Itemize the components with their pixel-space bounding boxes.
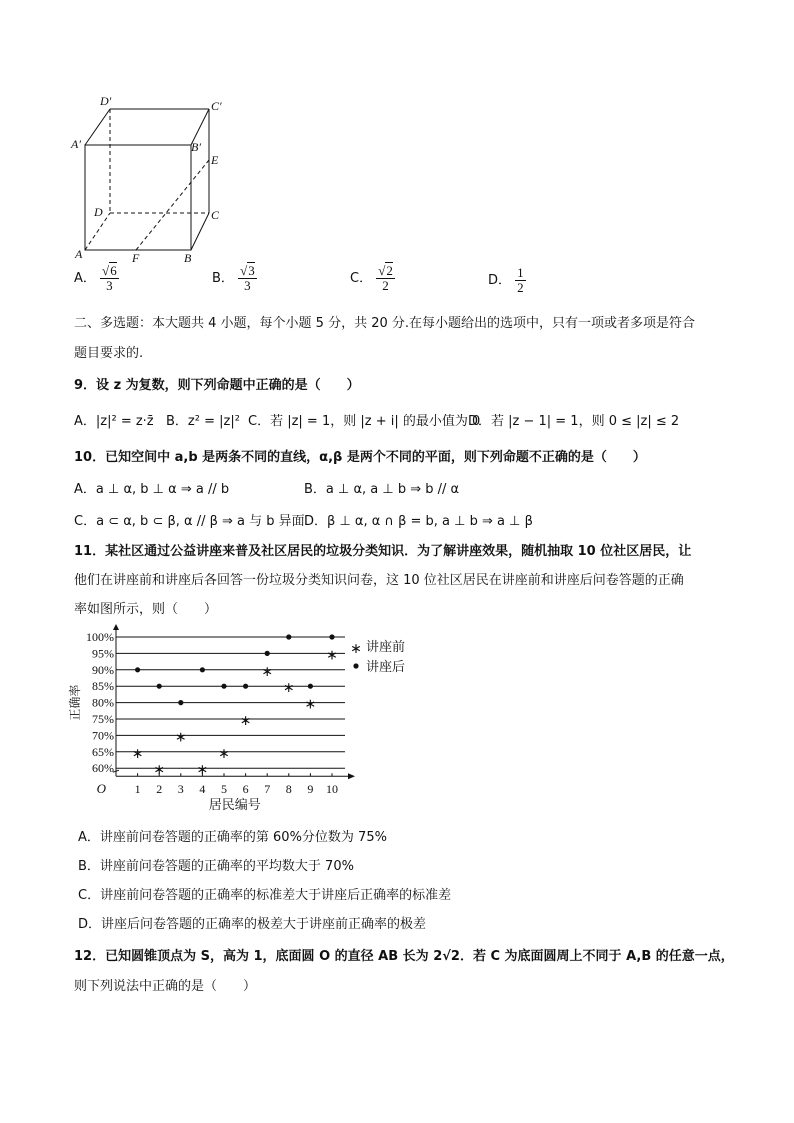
point-after-6 — [243, 684, 248, 689]
q10-option-c[interactable]: C．a ⊂ α, b ⊂ β, α // β ⇒ a 与 b 异面 — [74, 514, 305, 529]
q11-option-a[interactable]: A．讲座前问卷答题的正确率的第 60%分位数为 75% — [78, 830, 387, 845]
label-b: B — [184, 251, 192, 264]
x-tick-label: 9 — [307, 782, 314, 797]
x-tick-label: 3 — [177, 782, 184, 797]
q11-option-b[interactable]: B．讲座前问卷答题的正确率的平均数大于 70% — [78, 859, 354, 874]
q11-option-c[interactable]: C．讲座前问卷答题的正确率的标准差大于讲座后正确率的标准差 — [78, 888, 452, 903]
q10-option-a[interactable]: A．a ⊥ α, b ⊥ α ⇒ a // b — [74, 482, 230, 497]
x-tick-label: 7 — [264, 782, 271, 797]
point-before-10: ∗ — [326, 648, 338, 664]
section2-line2: 题目要求的. — [74, 346, 144, 361]
point-before-5: ∗ — [218, 746, 230, 762]
point-before-3: ∗ — [174, 730, 187, 746]
y-tick-label: 60% — [92, 761, 114, 776]
q12-line2: 则下列说法中正确的是（ ） — [74, 979, 257, 994]
point-after-10 — [329, 634, 334, 639]
q9-option-b[interactable]: B．z² = |z|² — [166, 414, 240, 429]
label-a-prime: A′ — [71, 137, 81, 151]
label-d: D — [94, 205, 103, 219]
point-before-2: ∗ — [153, 763, 166, 779]
label-e: E — [211, 153, 219, 167]
q8-option-a[interactable]: A． $\frac{√6}{3}$ — [74, 263, 117, 293]
q9-stem: 9．设 z 为复数，则下列命题中正确的是（ ） — [74, 378, 360, 393]
y-axis-arrow — [113, 624, 119, 630]
label-f: F — [132, 251, 140, 264]
point-before-1: ∗ — [131, 746, 144, 762]
q8-option-c[interactable]: C． $\frac{√2}{2}$ — [350, 263, 393, 293]
q8-option-d[interactable]: D． $\frac{1}{2}$ — [488, 265, 524, 295]
point-after-2 — [157, 684, 162, 689]
q11-option-d[interactable]: D．讲座后问卷答题的正确率的极差大于讲座前正确率的极差 — [78, 917, 427, 932]
point-after-4 — [200, 667, 205, 672]
q9-option-c[interactable]: C．若 |z| = 1，则 |z + i| 的最小值为 0 — [248, 414, 481, 429]
label-a: A — [75, 247, 83, 261]
point-before-9: ∗ — [304, 697, 317, 713]
origin-label: O — [96, 781, 106, 797]
y-tick-label: 85% — [92, 679, 114, 694]
accuracy-chart — [68, 624, 428, 820]
point-before-4: ∗ — [196, 763, 209, 779]
q9-option-a[interactable]: A．|z|² = z·z̄ — [74, 414, 154, 429]
y-tick-label: 80% — [92, 695, 114, 710]
point-before-6: ∗ — [239, 714, 252, 729]
y-tick-label: 95% — [92, 646, 114, 661]
y-tick-label: 70% — [92, 728, 114, 743]
point-before-8: ∗ — [282, 681, 295, 697]
legend-marker-before: ∗ — [350, 642, 362, 657]
point-after-9 — [308, 684, 313, 689]
point-before-7: ∗ — [261, 664, 274, 680]
point-after-1 — [135, 667, 140, 672]
point-after-7 — [265, 651, 270, 656]
q11-line2: 他们在讲座前和讲座后各回答一份垃圾分类知识问卷，这 10 位社区居民在讲座前和讲座后问卷答题的正确 — [74, 573, 684, 588]
x-tick-label: 8 — [285, 782, 292, 797]
q11-line3: 率如图所示，则（ ） — [74, 602, 218, 617]
y-axis-title: 正确率 — [68, 684, 82, 721]
label-b-prime: B′ — [191, 140, 201, 154]
x-tick-label: 6 — [242, 782, 249, 797]
legend-label-before: 讲座前 — [366, 639, 406, 654]
q11-line1: 11．某社区通过公益讲座来普及社区居民的垃圾分类知识．为了解讲座效果，随机抽取 10 位社区居民，让 — [74, 544, 692, 559]
q12-line1: 12．已知圆锥顶点为 S，高为 1，底面圆 O 的直径 AB 长为 2√2．若 C 为底面圆周上不同于 A,B 的任意一点， — [74, 949, 734, 964]
q9-option-d[interactable]: D．若 |z − 1| = 1，则 0 ≤ |z| ≤ 2 — [468, 414, 680, 429]
y-tick-label: 100% — [86, 630, 114, 644]
q10-option-d[interactable]: D．β ⊥ α, α ∩ β = b, a ⊥ b ⇒ a ⊥ β — [304, 514, 533, 529]
q10-option-b[interactable]: B．a ⊥ α, a ⊥ b ⇒ b // α — [304, 482, 460, 497]
point-after-3 — [178, 700, 183, 705]
legend-label-after: 讲座后 — [366, 659, 406, 674]
x-tick-label: 10 — [326, 782, 338, 797]
q8-option-b[interactable]: B． $\frac{√3}{3}$ — [212, 263, 255, 293]
x-axis-title: 居民编号 — [208, 797, 261, 813]
point-after-5 — [221, 684, 226, 689]
label-d-prime: D′ — [100, 94, 112, 108]
label-c-prime: C′ — [211, 99, 222, 113]
point-after-8 — [286, 634, 291, 639]
y-tick-label: 75% — [92, 712, 114, 726]
y-tick-label: 65% — [92, 744, 114, 759]
q10-stem: 10．已知空间中 a,b 是两条不同的直线，α,β 是两个不同的平面，则下列命题不正确的是（ ） — [74, 450, 646, 465]
legend-marker-after — [353, 663, 358, 668]
x-axis-arrow — [348, 773, 355, 779]
y-tick-label: 90% — [92, 662, 114, 677]
x-tick-label: 1 — [134, 782, 141, 797]
label-c: C — [211, 208, 220, 222]
cube-figure — [68, 92, 238, 264]
x-tick-label: 5 — [221, 782, 227, 797]
section2-line1: 二、多选题：本大题共 4 小题，每个小题 5 分，共 20 分.在每小题给出的选项中，只有一项或者多项是符合 — [74, 316, 696, 331]
x-tick-label: 2 — [156, 782, 163, 797]
x-tick-label: 4 — [199, 782, 206, 797]
